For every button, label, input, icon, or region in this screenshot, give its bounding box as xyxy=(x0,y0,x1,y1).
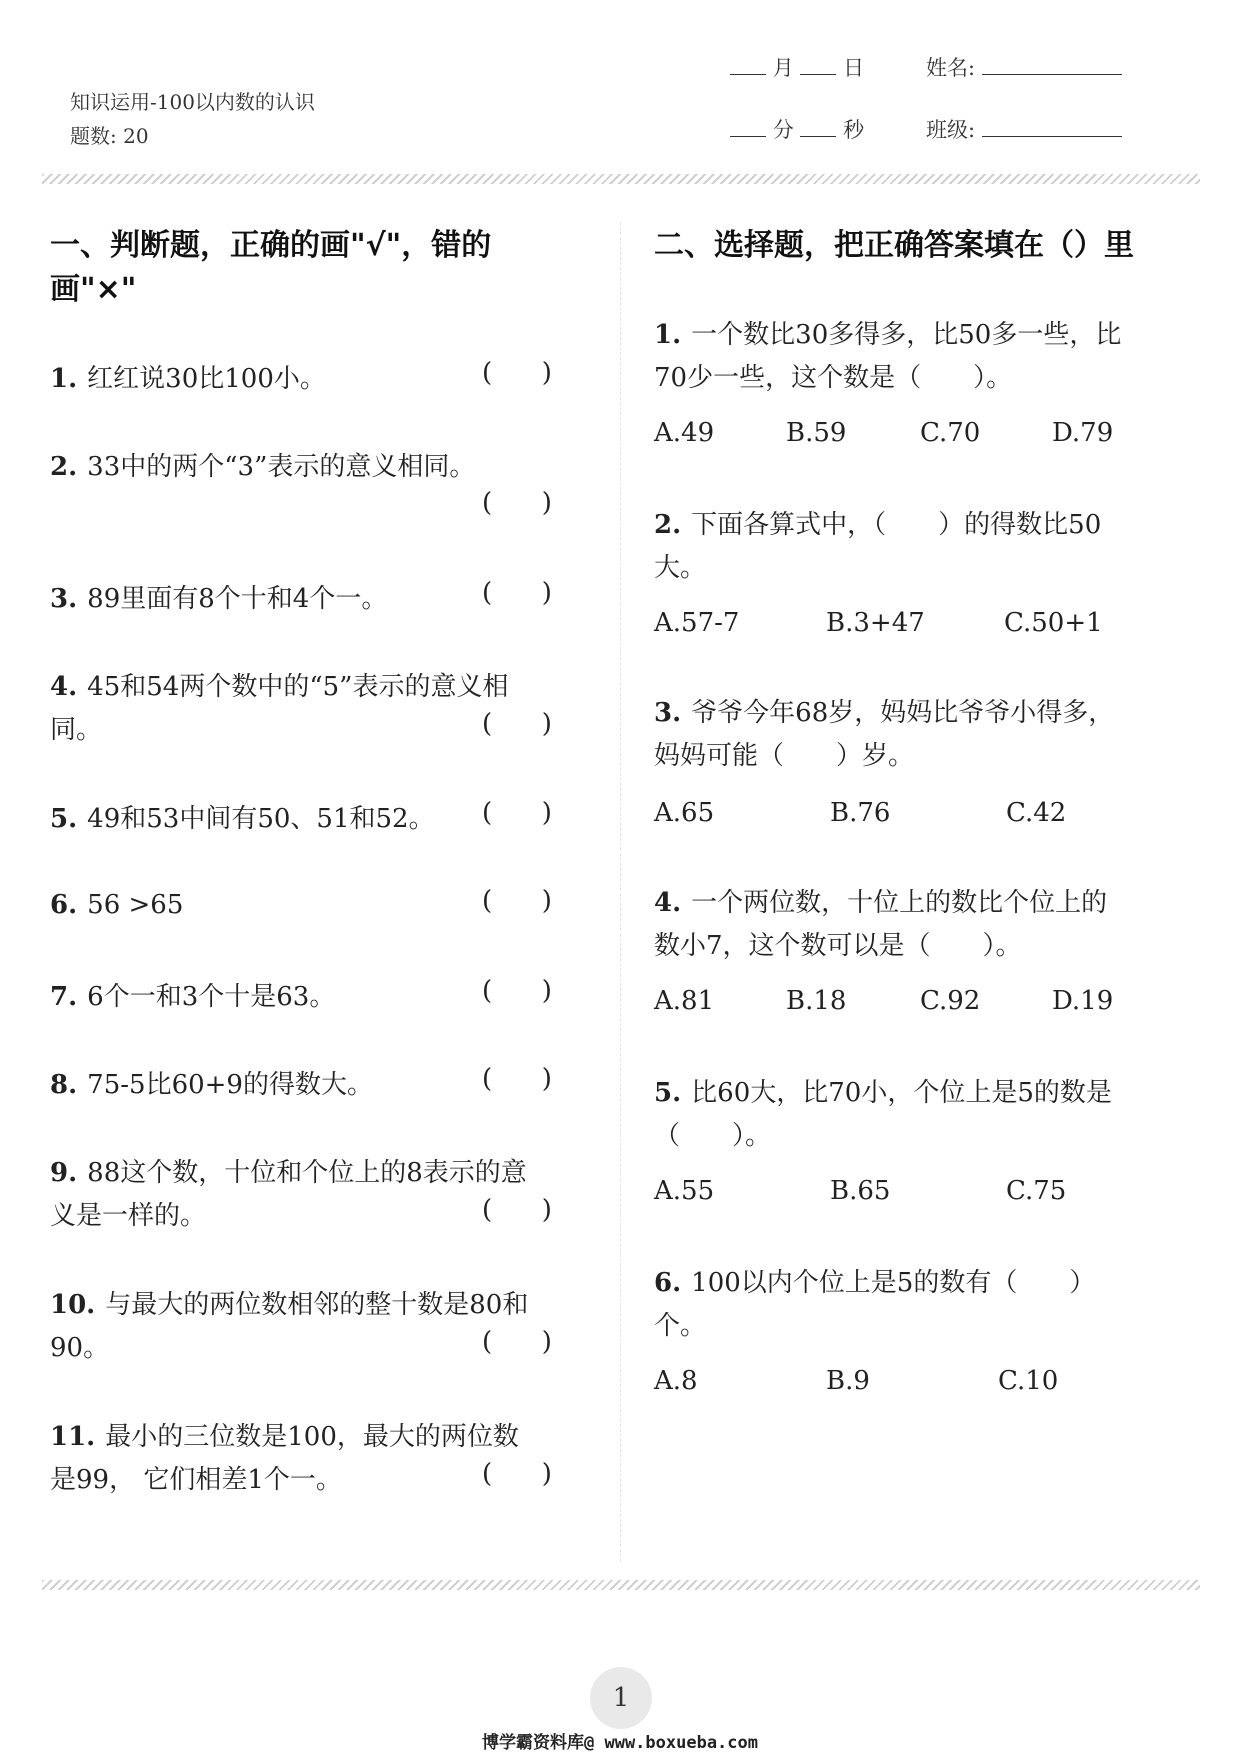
judge-question-5: 5. 49和53中间有50、51和52。 xyxy=(50,804,435,834)
class-field[interactable] xyxy=(926,114,1122,144)
answer-paren-3[interactable]: ( ) xyxy=(482,578,552,608)
day-label: 日 xyxy=(843,56,865,80)
answer-paren-10[interactable]: ( ) xyxy=(482,1327,552,1357)
minute-label: 分 xyxy=(772,118,794,142)
option-a[interactable]: A.57-7 xyxy=(654,608,740,638)
judge-question-1: 1. 红红说30比100小。 xyxy=(50,364,326,394)
option-c[interactable]: C.10 xyxy=(998,1366,1059,1396)
option-c[interactable]: C.70 xyxy=(920,418,981,448)
answer-paren-5[interactable]: ( ) xyxy=(482,798,552,828)
watermark-text: 博学霸资料库@ www.boxueba.com xyxy=(482,1733,758,1753)
footer-divider xyxy=(42,1580,1200,1590)
month-label: 月 xyxy=(772,56,794,80)
answer-paren-9[interactable]: ( ) xyxy=(482,1195,552,1225)
judge-question-9: 9. 88这个数，十位和个位上的8表示的意 义是一样的。 xyxy=(50,1158,527,1231)
choice-question-1: 1. 一个数比30多得多，比50多一些，比 70少一些，这个数是（ ）。 xyxy=(654,320,1122,393)
option-a[interactable]: A.81 xyxy=(654,986,715,1016)
section1-title: 一、判断题，正确的画"√"，错的 画"×" xyxy=(50,228,492,307)
option-b[interactable]: B.59 xyxy=(786,418,847,448)
date-field[interactable] xyxy=(730,52,864,82)
judge-question-7: 7. 6个一和3个十是63。 xyxy=(50,982,336,1012)
judge-question-8: 8. 75-5比60+9的得数大。 xyxy=(50,1070,373,1100)
header-divider xyxy=(42,174,1200,184)
option-b[interactable]: B.76 xyxy=(830,798,891,828)
judge-question-2: 2. 33中的两个“3”表示的意义相同。 xyxy=(50,452,476,482)
choice-question-3: 3. 爷爷今年68岁，妈妈比爷爷小得多， 妈妈可能（ ）岁。 xyxy=(654,698,1115,771)
section2-title: 二、选择题，把正确答案填在（）里 xyxy=(654,228,1134,263)
option-a[interactable]: A.49 xyxy=(654,418,715,448)
option-d[interactable]: D.79 xyxy=(1052,418,1114,448)
judge-question-10: 10. 与最大的两位数相邻的整十数是80和 90。 xyxy=(50,1290,529,1363)
worksheet-title: 知识运用-100以内数的认识 xyxy=(70,90,315,114)
option-c[interactable]: C.42 xyxy=(1006,798,1067,828)
answer-paren-8[interactable]: ( ) xyxy=(482,1064,552,1094)
name-field[interactable] xyxy=(926,52,1122,82)
name-label: 姓名: xyxy=(926,56,976,80)
page-number: 1 xyxy=(590,1667,652,1729)
option-b[interactable]: B.9 xyxy=(826,1366,870,1396)
option-d[interactable]: D.19 xyxy=(1052,986,1114,1016)
option-b[interactable]: B.3+47 xyxy=(826,608,925,638)
choice-question-4: 4. 一个两位数，十位上的数比个位上的 数小7，这个数可以是（ ）。 xyxy=(654,888,1108,961)
option-a[interactable]: A.55 xyxy=(654,1176,715,1206)
answer-paren-2[interactable]: ( ) xyxy=(482,488,552,518)
judge-question-6: 6. 56 >65 xyxy=(50,890,184,920)
option-c[interactable]: C.92 xyxy=(920,986,981,1016)
option-c[interactable]: C.50+1 xyxy=(1004,608,1103,638)
question-count: 题数: 20 xyxy=(70,124,149,148)
option-b[interactable]: B.65 xyxy=(830,1176,891,1206)
column-divider xyxy=(620,222,621,1562)
answer-paren-4[interactable]: ( ) xyxy=(482,709,552,739)
time-field[interactable] xyxy=(730,114,864,144)
answer-paren-7[interactable]: ( ) xyxy=(482,976,552,1006)
judge-question-4: 4. 45和54两个数中的“5”表示的意义相 同。 xyxy=(50,672,509,745)
second-label: 秒 xyxy=(843,118,865,142)
option-c[interactable]: C.75 xyxy=(1006,1176,1067,1206)
choice-question-2: 2. 下面各算式中，（ ）的得数比50 大。 xyxy=(654,510,1102,583)
judge-question-11: 11. 最小的三位数是100，最大的两位数 是99， 它们相差1个一。 xyxy=(50,1422,519,1495)
option-a[interactable]: A.65 xyxy=(654,798,715,828)
choice-question-6: 6. 100以内个位上是5的数有（ ） 个。 xyxy=(654,1268,1096,1341)
choice-question-5: 5. 比60大，比70小，个位上是5的数是 （ ）。 xyxy=(654,1078,1112,1151)
class-label: 班级: xyxy=(926,118,976,142)
answer-paren-6[interactable]: ( ) xyxy=(482,886,552,916)
answer-paren-1[interactable]: ( ) xyxy=(482,358,552,388)
option-a[interactable]: A.8 xyxy=(654,1366,698,1396)
option-b[interactable]: B.18 xyxy=(786,986,847,1016)
answer-paren-11[interactable]: ( ) xyxy=(482,1459,552,1489)
judge-question-3: 3. 89里面有8个十和4个一。 xyxy=(50,584,388,614)
